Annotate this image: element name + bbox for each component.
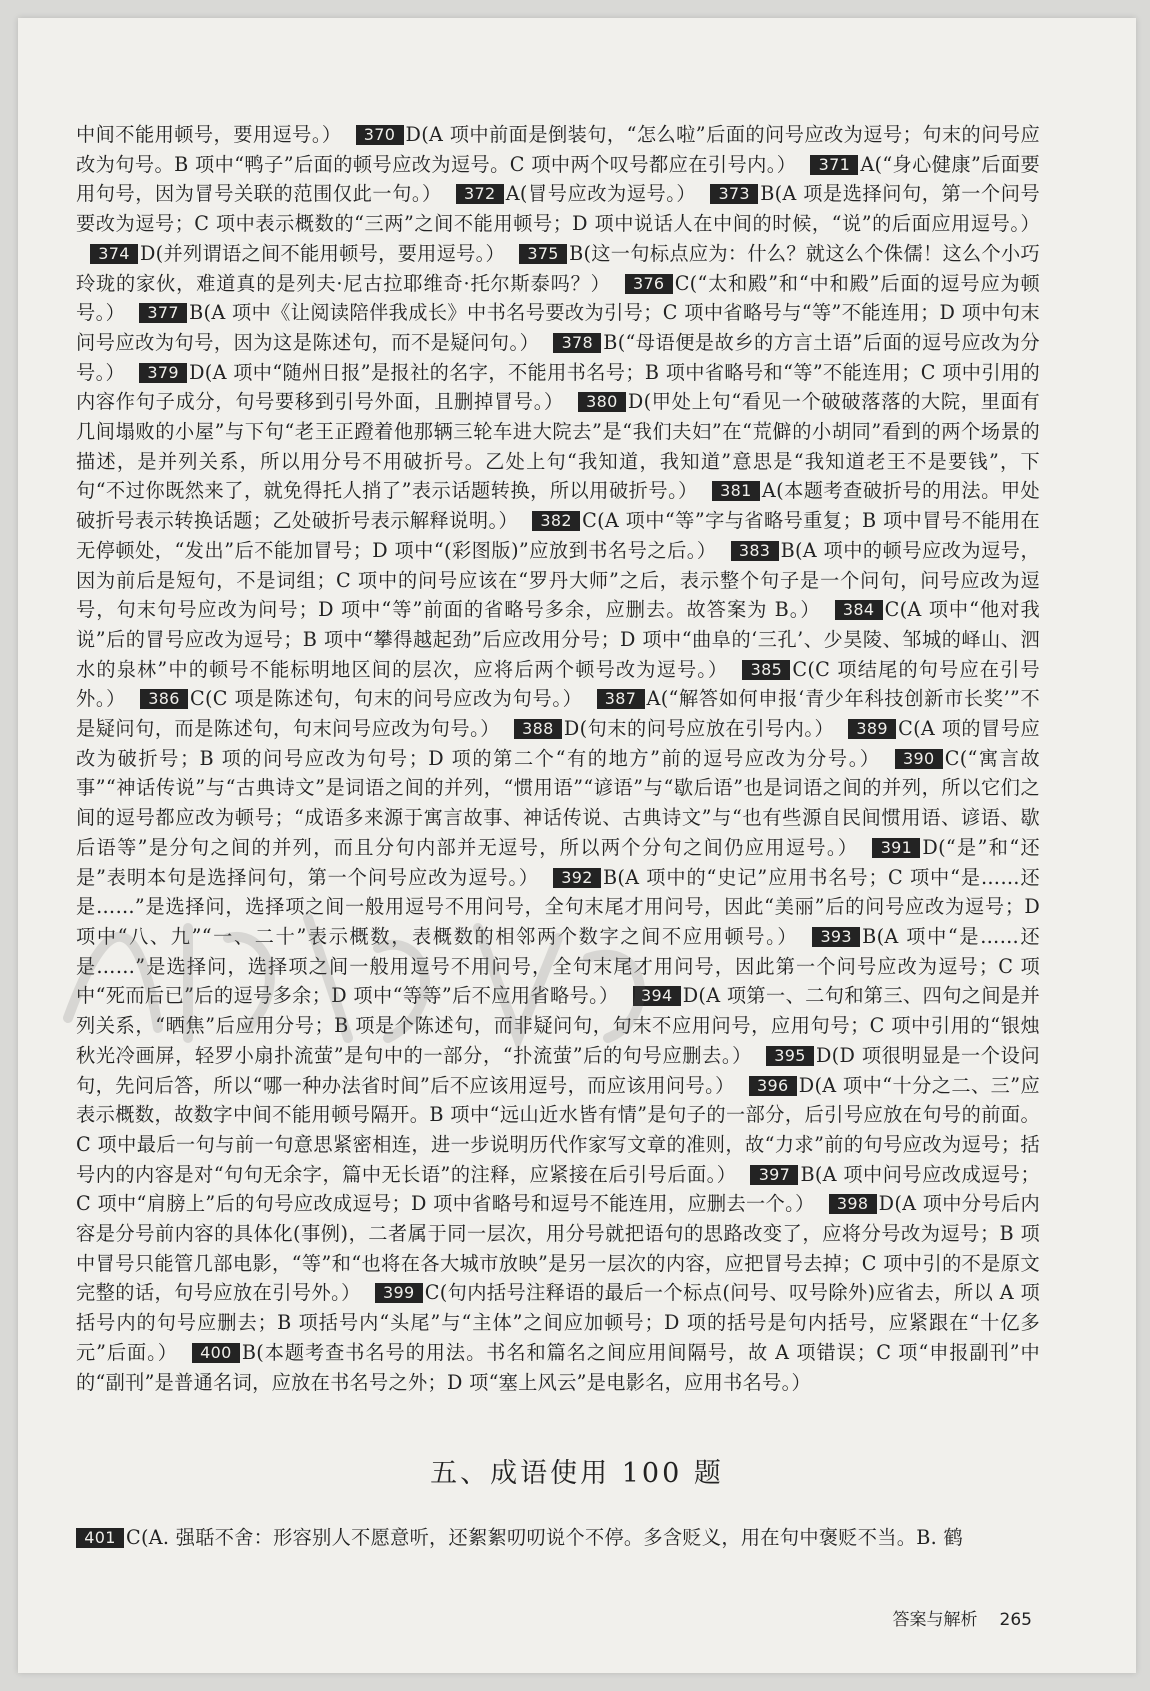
answer-text: D(A 项中“随州日报”是报社的名字，不能用书名号；B 项中省略号和“等”不能连用；C 项中引用的内容作句子成分，句号要移到引号外面，且删掉冒号。）: [76, 360, 1040, 414]
answer-text: B(A 项中《让阅读陪伴我成长》中书名号要改为引号；C 项中省略号与“等”不能连用；D 项中句末问号应改为句号，因为这是陈述句，而不是疑问句。）: [76, 301, 1040, 354]
footer-label: 答案与解析: [892, 1610, 978, 1630]
question-number-badge: 372: [456, 184, 504, 204]
question-number-badge: 374: [90, 244, 138, 264]
answer-text: B(A 项中问号应改成逗号；C 项中“肩膀上”后的句号应改成逗号；D 项中省略号和逗号不能连用，应删去一个。）: [76, 1162, 1040, 1216]
answer-text: D(A 项中前面是倒装句，“怎么啦”后面的问号应改为逗号；句末的问号应改为句号。B 项中“鸭子”后面的顿号应改为逗号。C 项中两个叹号都应在引号内。）: [76, 123, 1040, 176]
answer-text: A(冒号应改为逗号。）: [505, 182, 697, 206]
answer-text: D(“是”和“还是”表明本句是选择问句，第一个问号应改为逗号。）: [76, 835, 1040, 889]
answer-text: C(A 项的冒号应改为破折号；B 项的问号应改为句号；D 项的第二个“有的地方”前的逗号应改为分号。）: [76, 717, 1041, 770]
answer-text: D(A 项第一、二句和第三、四句之间是并列关系，“晒焦”后应用分号；B 项是个陈述句，而非疑问句，句末不应用问号，应用句号；C 项中引用的“银烛秋光冷画屏，轻罗小扇扑流萤”是句中的一部分，“扑流萤”后的句号应删去。）: [76, 984, 1041, 1067]
answer-text: D(句末的问号应放在引号内。）: [563, 717, 835, 741]
question-number-badge: 389: [848, 719, 896, 739]
answer-text: D(D 项很明显是一个设问句，先问后答，所以“哪一种办法省时间”后不应该用逗号，而应该用问号。）: [76, 1043, 1040, 1097]
question-number-badge: 378: [553, 333, 601, 353]
question-number-badge: 387: [597, 689, 645, 709]
question-number-badge: 379: [139, 363, 187, 383]
page-footer: [893, 1605, 1032, 1630]
question-number-badge: 393: [812, 927, 860, 947]
answer-text: 中间不能用顿号，要用逗号。）: [76, 123, 342, 146]
answer-text: B(A 项中“是……还是……”是选择问，选择项之间一般用逗号不用问号，全句末尾才用问号，因此第一个问号应改为逗号；C 项中“死而后已”后的逗号多余；D 项中“等等”后不应用省略号。）: [76, 924, 1040, 1008]
question-number-badge: 397: [750, 1165, 798, 1185]
question-number-badge: 400: [192, 1343, 240, 1363]
answer-text: A(“身心健康”后面要用句号，因为冒号关联的范围仅此一句。）: [76, 152, 1041, 206]
section-title: 五、成语使用 100 题: [430, 1458, 724, 1489]
answer-text: C(C 项是陈述句，句末的问号应改为句号。）: [190, 687, 583, 711]
answer-text: C(“太和殿”和“中和殿”后面的逗号应为顿号。）: [76, 271, 1041, 325]
question-number-badge: 376: [625, 274, 673, 294]
question-number-badge: 396: [749, 1076, 797, 1096]
answer-text: C(A 项中“他对我说”后的冒号应改为逗号；B 项中“攀得越起劲”后应改用分号；D 项中“曲阜的‘三孔’、少昊陵、邹城的峄山、泗水的泉林”中的顿号不能标明地区间的层次，应将后两个顿号改为逗号。）: [76, 598, 1041, 681]
question-number-badge: 399: [375, 1283, 423, 1303]
question-number-badge: 391: [872, 838, 920, 858]
tail-entry: [76, 1523, 1040, 1553]
question-number-badge: 377: [139, 303, 187, 323]
answer-text: A(本题考查破折号的用法。甲处破折号表示转换话题；乙处破折号表示解释说明。）: [76, 479, 1041, 533]
question-number-badge: 401: [76, 1528, 124, 1548]
question-number-badge: 395: [766, 1046, 814, 1066]
question-number-badge: 382: [532, 511, 580, 531]
question-number-badge: 388: [514, 719, 562, 739]
question-number-badge: 392: [553, 868, 601, 888]
answer-text: B(本题考查书名号的用法。书名和篇名之间应用间隔号，故 A 项错误；C 项“申报副刊”中的“副刊”是普通名词，应放在书名号之外；D 项“塞上风云”是电影名，应用书名号。）: [76, 1340, 1040, 1394]
question-number-badge: 375: [519, 244, 567, 264]
question-number-badge: 373: [710, 184, 758, 204]
question-number-badge: 380: [578, 392, 626, 412]
answer-text: D(A 项中分号后内容是分号前内容的具体化(事例)，二者属于同一层次，用分号就把语句的思路改变了，应将分号改为逗号；B 项中冒号只能管几部电影，“等”和“也将在各大城市放映”是另一层次的内容，应把冒号去掉；C 项中引的不是原文完整的话，句号应放在引号外。）: [76, 1192, 1040, 1305]
question-number-badge: 383: [731, 541, 779, 561]
question-number-badge: 394: [633, 986, 681, 1006]
question-number-badge: 385: [742, 660, 790, 680]
answer-paragraph: [76, 120, 1040, 1397]
answer-text: C(句内括号注释语的最后一个标点(问号、叹号除外)应省去，所以 A 项括号内的句号应删去；B 项括号内“头尾”与“主体”之间应加顿号；D 项的括号是句内括号，应紧跟在“十亿多元”后面。）: [76, 1281, 1040, 1364]
answer-text: B(“母语便是故乡的方言土语”后面的逗号应改为分号。）: [76, 330, 1040, 384]
answer-text: D(A 项中“十分之二、三”应表示概数，故数字中间不能用顿号隔开。B 项中“远山近水皆有情”是句子的一部分，后引号应放在句号的前面。C 项中最后一句与前一句意思紧密相连，进一步说明历代作家写文章的准则，故“力求”前的句号应改为逗号；括号内的内容是对“句句无余字，篇中无长语”的注释，应紧接在后引号后面。）: [76, 1073, 1040, 1186]
question-number-badge: 381: [712, 481, 760, 501]
answer-text: B(A 项是选择问句，第一个问号要改为逗号；C 项中表示概数的“三两”之间不能用顿号；D 项中说话人在中间的时候，“说”的后面应用逗号。）: [76, 182, 1040, 236]
question-number-badge: 370: [356, 125, 404, 145]
answer-text: A(“解答如何申报‘青少年科技创新市长奖’”不是疑问句，而是陈述句，句末问号应改为句号。）: [76, 687, 1040, 741]
answer-text: B(A 项中的“史记”应用书名号；C 项中“是……还是……”是选择问，选择项之间一般用逗号不用问号，全句末尾才用问号，因此“美丽”后的问号应改为逗号；D 项中“八、九”“一、二十”表示概数，表概数的相邻两个数字之间不应用顿号。）: [76, 865, 1040, 948]
answer-text: D(并列谓语之间不能用顿号，要用逗号。）: [140, 241, 506, 265]
question-number-badge: 398: [829, 1194, 877, 1214]
answer-text: C(“寓言故事”“神话传说”与“古典诗文”是词语之间的并列，“惯用语”“谚语”与“歇后语”也是词语之间的并列，所以它们之间的逗号都应改为顿号；“成语多来源于寓言故事、神话传说、古典诗文”与“也有些源自民间惯用语、谚语、歇后语等”是分句之间的并列，而且分句内部并无逗号，所以两个分句之间仍应用逗号。）: [76, 746, 1040, 859]
answer-text: B(A 项中的顿号应改为逗号，因为前后是短句，不是词组；C 项中的问号应该在“罗丹大师”之后，表示整个句子是一个问句，问号应改为逗号，句末句号应改为问号；D 项中“等”前面的省略号多余，应删去。故答案为 B。）: [76, 538, 1040, 622]
question-number-badge: 371: [810, 155, 858, 175]
answer-entries: [76, 120, 1040, 1397]
answer-text: C(A. 强聒不舍：形容别人不愿意听，还絮絮叨叨说个不停。多含贬义，用在句中褒贬不当。B. 鹤: [126, 1526, 963, 1549]
answer-text: B(这一句标点应为：什么？就这么个侏儒！这么个小巧玲珑的家伙，难道真的是列夫·尼古拉耶维奇·托尔斯泰吗？）: [76, 241, 1040, 295]
question-number-badge: 384: [835, 600, 883, 620]
page-number: 265: [999, 1610, 1032, 1630]
answer-text: C(C 项结尾的句号应在引号外。）: [76, 657, 1040, 711]
answer-text: D(甲处上句“看见一个破破落落的大院，里面有几间塌败的小屋”与下句“老王正蹬着他那辆三轮车进大院去”是“我们夫妇”在“荒僻的小胡同”看到的两个场景的描述，是并列关系，所以用分号不用破折号。乙处上句“我知道，我知道”意思是“我知道老王不是要钱”，下句“不过你既然来了，就免得托人捎了”表示话题转换，所以用破折号。）: [76, 390, 1040, 503]
book-page: [18, 18, 1136, 1673]
question-number-badge: 390: [895, 749, 943, 769]
question-number-badge: 386: [140, 689, 188, 709]
answer-text: C(A 项中“等”字与省略号重复；B 项中冒号不能用在无停顿处，“发出”后不能加冒号；D 项中“(彩图版)”应放到书名号之后。）: [76, 509, 1040, 562]
